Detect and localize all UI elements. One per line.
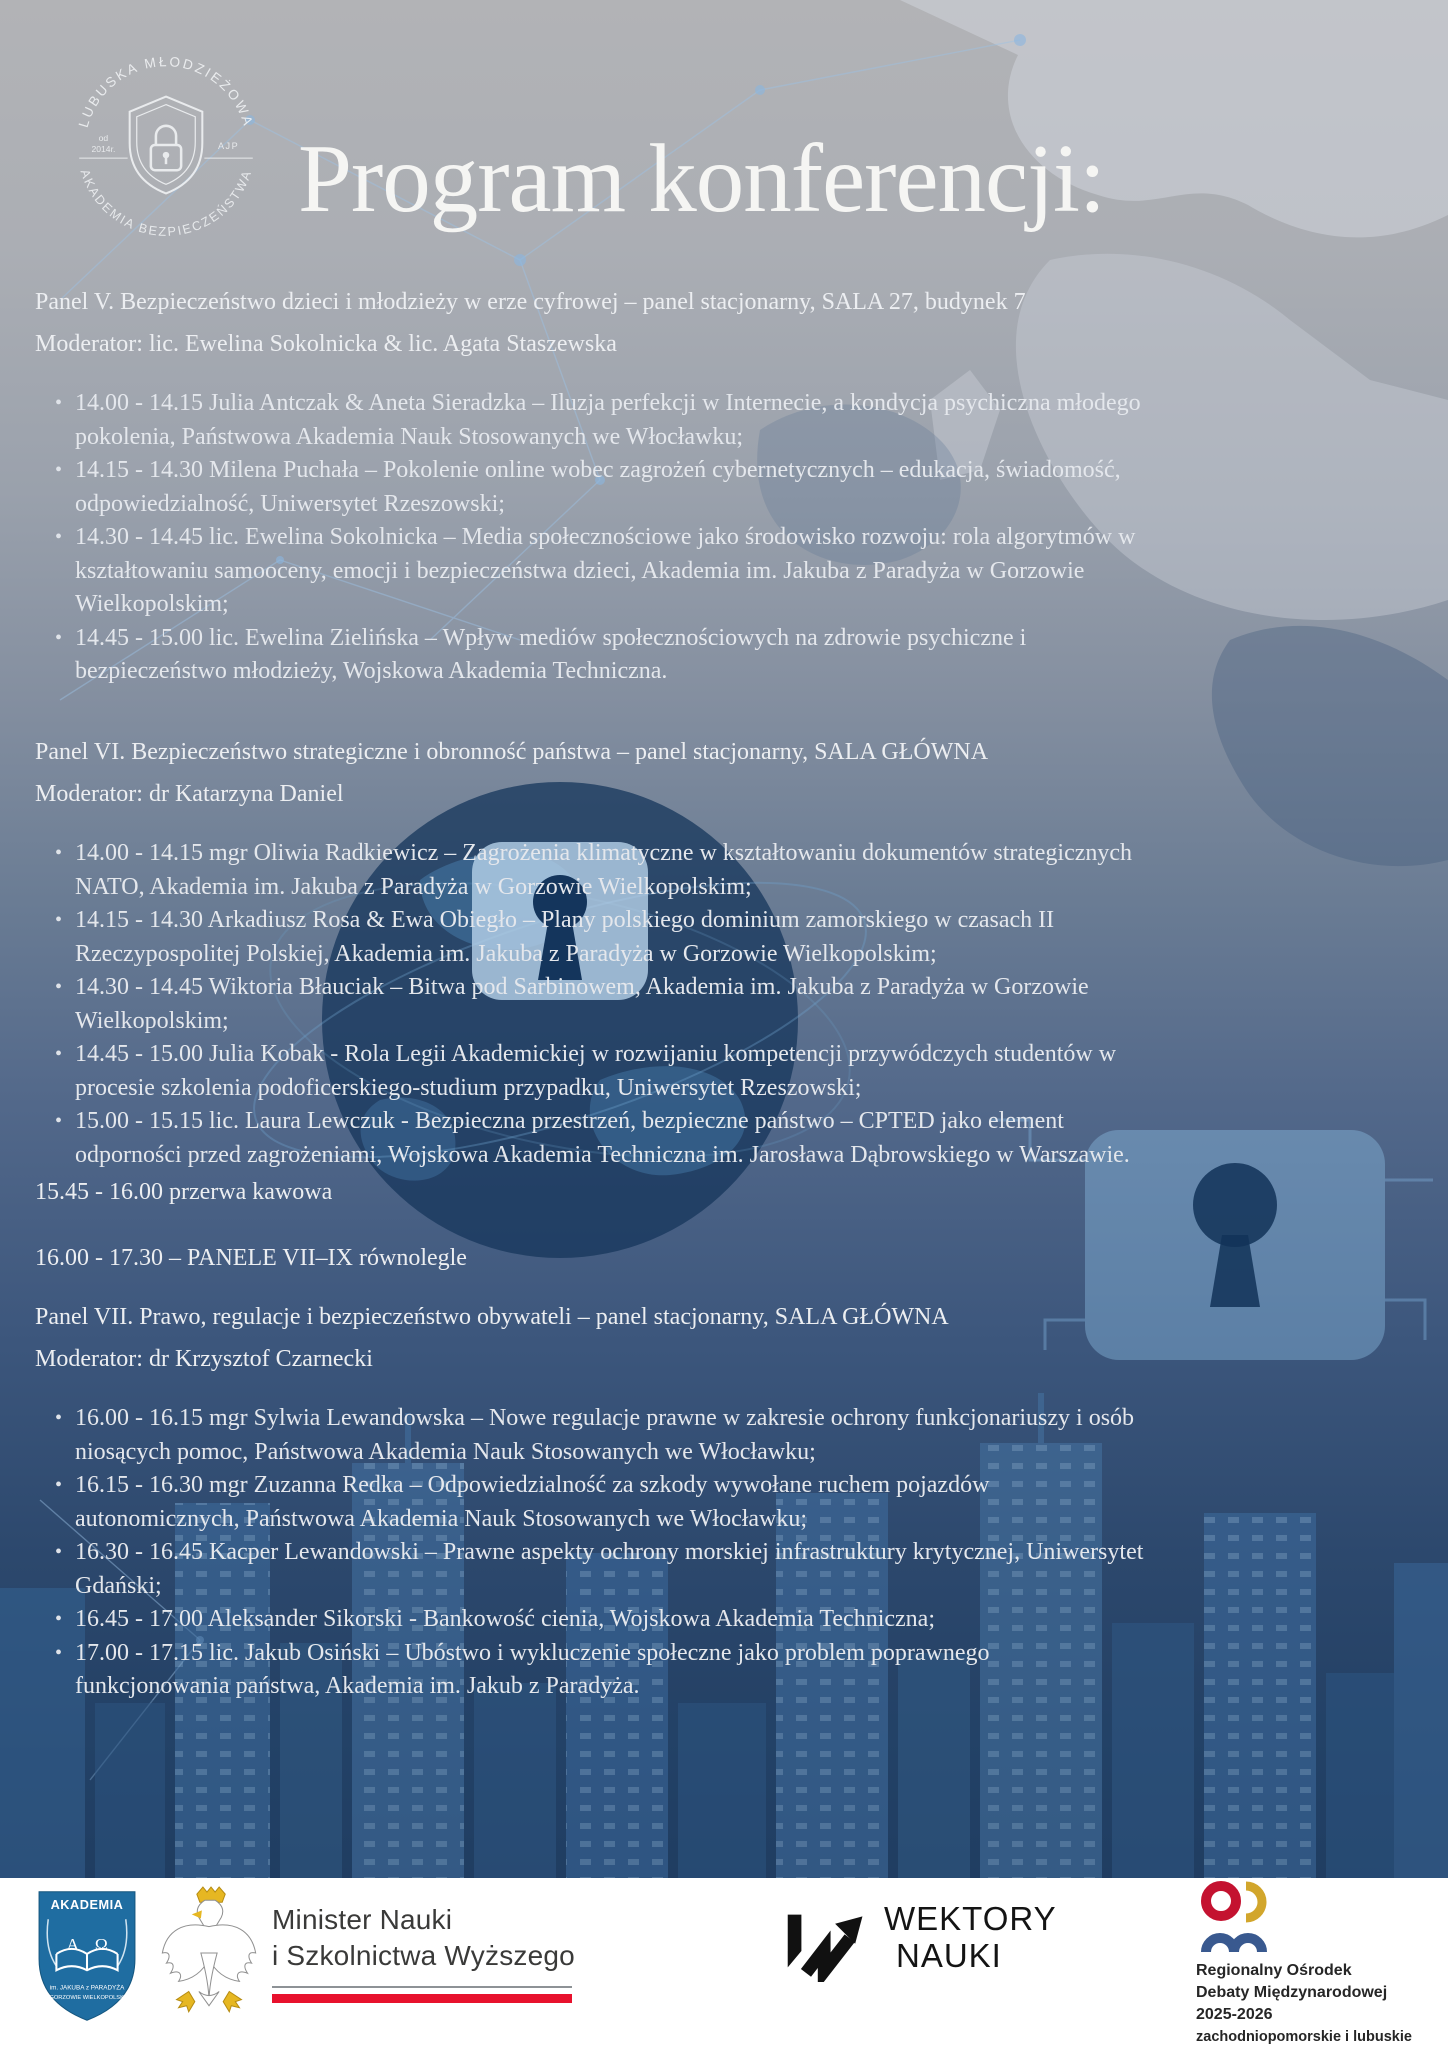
- crest-sub1-label: im. JAKUBA z PARADYŻA: [49, 1984, 125, 1992]
- agenda-item: • 17.00 - 17.15 lic. Jakub Osiński – Ubóstwo i wykluczenie społeczne jako problem poprawnego funkcjonowania państwa, Akademia im. Jakub z Paradyża.: [75, 1637, 1147, 1704]
- minister-line2-label: i Szkolnictwa Wyższego: [272, 1940, 575, 1971]
- arrow-w-logo-icon: [778, 1900, 874, 1982]
- minister-line1-label: Minister Nauki: [272, 1904, 453, 1935]
- rodm-logo-icon: [1198, 1880, 1292, 1958]
- wektory-line2-label: NAUKI: [896, 1937, 1002, 1974]
- panel-title: Panel VII. Prawo, regulacje i bezpieczeństwo obywateli – panel stacjonarny, SALA GŁÓWNA: [35, 1304, 949, 1330]
- crest-title-label: AKADEMIA: [50, 1897, 124, 1913]
- akademia-crest-logo: [36, 1888, 138, 2024]
- agenda-item: • 14.15 - 14.30 Arkadiusz Rosa & Ewa Obiegło – Plany polskiego dominium zamorskiego w czasach II Rzeczypospolitej Polskiej, Akademia im. Jakuba z Paradyża w Gorzowie Wielkopolskim;: [75, 904, 1147, 971]
- agenda-item: • 14.15 - 14.30 Milena Puchała – Pokolenie online wobec zagrożeń cybernetycznych – edukacja, świadomość, odpowiedzialność, Uniwersytet Rzeszowski;: [75, 454, 1147, 521]
- rodm-line3-label: 2025-2026: [1196, 2006, 1273, 2023]
- panel-v-talk-list: [35, 387, 1147, 689]
- panel-moderator: Moderator: lic. Ewelina Sokolnicka & lic. Agata Staszewska: [35, 331, 617, 357]
- agenda-item: • 16.30 - 16.45 Kacper Lewandowski – Prawne aspekty ochrony morskiej infrastruktury krytycznej, Uniwersytet Gdański;: [75, 1536, 1147, 1603]
- crest-omega-label: Ω: [94, 1934, 108, 1954]
- badge-arc-bottom-label: AKADEMIA BEZPIECZEŃSTWA: [77, 167, 255, 239]
- polish-eagle-icon: [158, 1884, 260, 2026]
- panel-moderator: Moderator: dr Krzysztof Czarnecki: [35, 1346, 373, 1372]
- svg-text:LUBUSKA MŁODZIEŻOWA: [76, 54, 256, 129]
- rodm-line2-label: Debaty Międzynarodowej: [1196, 1984, 1388, 2001]
- panel-vii-talk-list: [35, 1402, 1147, 1704]
- badge-right-label: AJP: [217, 141, 240, 152]
- badge-arc-top-label: LUBUSKA MŁODZIEŻOWA: [75, 54, 257, 130]
- agenda-item: • 14.30 - 14.45 lic. Ewelina Sokolnicka – Media społecznościowe jako środowisko rozwoju: rola algorytmów w kształtowaniu samooceny, emocji i bezpieczeństwa dzieci, Akademia im. Jakuba z Paradyża w Gorzowie Wielkopolskim;: [75, 521, 1147, 622]
- security-academy-badge: [55, 36, 277, 258]
- agenda-item: • 16.00 - 16.15 mgr Sylwia Lewandowska – Nowe regulacje prawne w zakresie ochrony funkcjonariuszy i osób niosących pomoc, Państwowa Akademia Nauk Stosowanych we Włocławku;: [75, 1402, 1147, 1469]
- panel-vii-section: [35, 1296, 1147, 1704]
- sponsor-footer: [0, 1878, 1448, 2048]
- poland-flag-underline: [272, 1986, 572, 2003]
- rodm-line1-label: Regionalny Ośrodek: [1196, 1962, 1352, 1979]
- agenda-item: • 14.00 - 14.15 mgr Oliwia Radkiewicz – Zagrożenia klimatyczne w kształtowaniu dokumentów strategicznych NATO, Akademia im. Jakuba z Paradyża w Gorzowie Wielkopolskim;: [75, 837, 1147, 904]
- shield-lock-icon: [130, 97, 203, 194]
- panel-vi-section: [35, 731, 1147, 1172]
- agenda-item: • 14.30 - 14.45 Wiktoria Błauciak – Bitwa pod Sarbinowem, Akademia im. Jakuba z Paradyża w Gorzowie Wielkopolskim;: [75, 971, 1147, 1038]
- badge-left-top-label: od: [98, 132, 109, 143]
- agenda-item: • 16.45 - 17.00 Aleksander Sikorski - Bankowość cienia, Wojskowa Akademia Techniczna;: [75, 1603, 1147, 1637]
- panel-title: Panel VI. Bezpieczeństwo strategiczne i obronność państwa – panel stacjonarny, SALA GŁÓWNA: [35, 739, 989, 765]
- parallel-panels-note: 16.00 - 17.30 – PANELE VII–IX równolegle: [35, 1245, 467, 1271]
- panel-vi-talk-list: [35, 837, 1147, 1172]
- agenda-item: • 16.15 - 16.30 mgr Zuzanna Redka – Odpowiedzialność za szkody wywołane ruchem pojazdów autonomicznych, Państwowa Akademia Nauk Stosowanych we Włocławku;: [75, 1469, 1147, 1536]
- badge-left-bottom-label: 2014r.: [91, 144, 116, 155]
- panel-moderator: Moderator: dr Katarzyna Daniel: [35, 781, 344, 807]
- crest-sub2-label: w GORZOWIE WIELKOPOLSKIM: [43, 1994, 131, 2001]
- rodm-logo: [1196, 1878, 1412, 2048]
- coffee-break-note: 15.45 - 16.00 przerwa kawowa: [35, 1179, 333, 1205]
- agenda-item: • 14.00 - 14.15 Julia Antczak & Aneta Sieradzka – Iluzja perfekcji w Internecie, a kondycja psychiczna młodego pokolenia, Państwowa Akademia Nauk Stosowanych we Włocławku;: [75, 387, 1147, 454]
- rodm-line4-label: zachodniopomorskie i lubuskie: [1196, 2029, 1412, 2045]
- panel-title: Panel V. Bezpieczeństwo dzieci i młodzieży w erze cyfrowej – panel stacjonarny, SALA 27, budynek 7: [35, 289, 1026, 315]
- panel-v-section: [35, 281, 1147, 689]
- crest-alpha-label: Α: [66, 1934, 79, 1954]
- agenda-item: • 15.00 - 15.15 lic. Laura Lewczuk - Bezpieczna przestrzeń, bezpieczne państwo – CPTED jako element odporności przed zagrożeniami, Wojskowa Akademia Techniczna im. Jarosława Dąbrowskiego w Warszawie.: [75, 1105, 1147, 1172]
- agenda-item: • 14.45 - 15.00 Julia Kobak - Rola Legii Akademickiej w rozwijaniu kompetencji przywódczych studentów w procesie szkolenia podoficerskiego-studium przypadku, Uniwersytet Rzeszowski;: [75, 1038, 1147, 1105]
- page-title: Program konferencji:: [298, 124, 1105, 232]
- minister-logo: [272, 1902, 575, 2003]
- svg-text:AKADEMIA BEZPIECZEŃSTWA: [78, 168, 255, 239]
- wektory-nauki-logo: [778, 1900, 1057, 1982]
- agenda-item: • 14.45 - 15.00 lic. Ewelina Zielińska – Wpływ mediów społecznościowych na zdrowie psychiczne i bezpieczeństwo młodzieży, Wojskowa Akademia Techniczna.: [75, 622, 1147, 689]
- wektory-line1-label: WEKTORY: [884, 1900, 1057, 1937]
